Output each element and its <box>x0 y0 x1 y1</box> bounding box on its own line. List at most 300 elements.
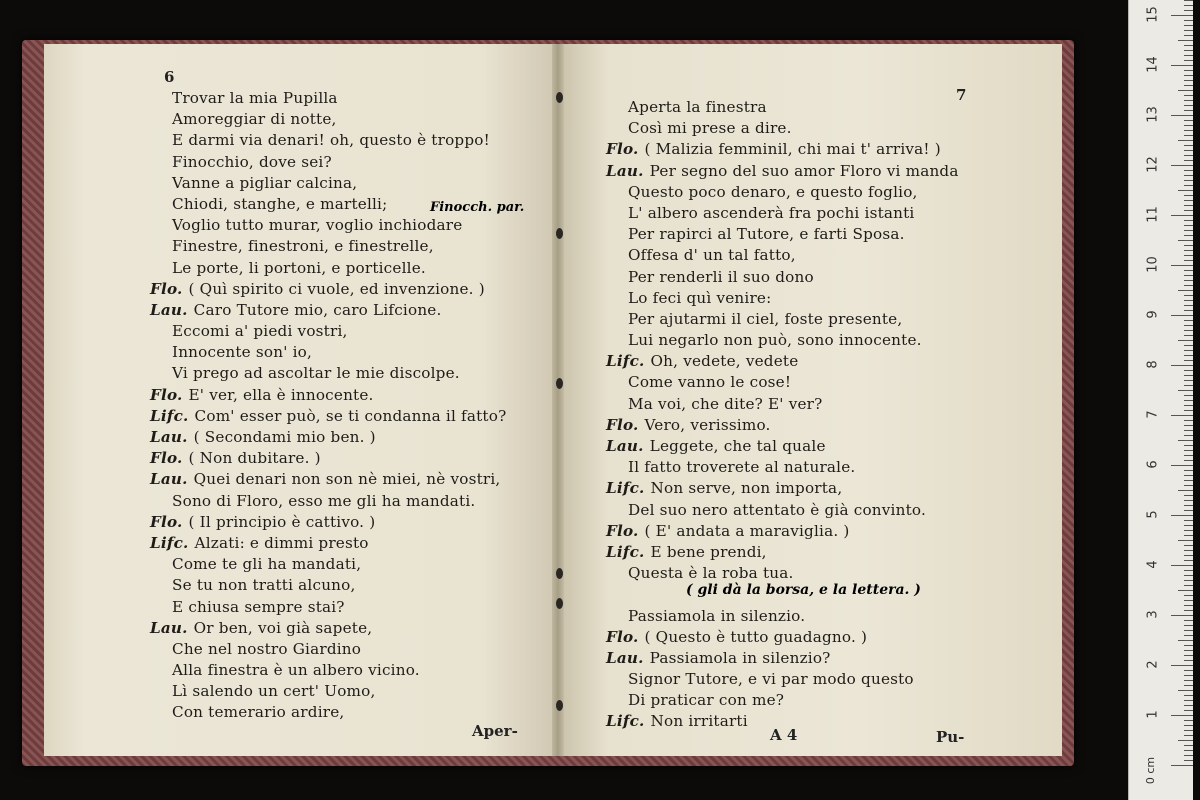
line-text: Come te gli ha mandati, <box>172 555 362 574</box>
ruler-tick <box>1184 310 1193 311</box>
ruler-tick <box>1184 355 1193 356</box>
ruler-tick <box>1184 245 1193 246</box>
ruler-tick <box>1184 510 1193 511</box>
ruler-tick <box>1184 545 1193 546</box>
ruler-tick <box>1184 30 1193 31</box>
line-text: Che nel nostro Giardino <box>172 639 362 658</box>
ruler-tick <box>1184 70 1193 71</box>
line-text: Non serve, non importa, <box>650 479 843 498</box>
text-line <box>606 372 959 393</box>
ruler-tick <box>1184 45 1193 46</box>
ruler-tick <box>1184 25 1193 26</box>
ruler-tick <box>1184 505 1193 506</box>
line-text: Oh, vedete, vedete <box>650 352 799 371</box>
line-text: Lì salendo un cert' Uomo, <box>172 682 376 701</box>
ruler-tick <box>1184 635 1193 636</box>
line-text: Vi prego ad ascoltar le mie discolpe. <box>172 364 460 383</box>
ruler-tick <box>1178 340 1193 341</box>
ruler-number: 15 <box>1145 6 1161 23</box>
text-line <box>150 512 506 533</box>
binding-stitch <box>556 228 563 239</box>
ruler-tick <box>1184 660 1193 661</box>
ruler-tick <box>1184 570 1193 571</box>
ruler-tick <box>1184 430 1193 431</box>
line-text: Non irritarti <box>650 712 748 731</box>
ruler-tick <box>1184 585 1193 586</box>
line-text: Questa è la roba tua. <box>628 564 794 583</box>
ruler-tick <box>1184 445 1193 446</box>
text-line <box>606 267 959 288</box>
ruler-tick <box>1184 50 1193 51</box>
text-line <box>606 500 959 521</box>
ruler-tick <box>1184 285 1193 286</box>
text-line <box>606 457 959 478</box>
line-text: Con temerario ardire, <box>172 703 345 722</box>
text-line <box>606 203 959 224</box>
line-text: Di praticar con me? <box>628 691 785 710</box>
ruler-tick <box>1184 595 1193 596</box>
ruler-tick <box>1184 485 1193 486</box>
left-catchword: Aper- <box>472 722 518 740</box>
ruler-number: 1 <box>1145 710 1161 719</box>
line-text: Innocente son' io, <box>172 343 313 362</box>
ruler-tick <box>1184 335 1193 336</box>
line-text: E' ver, ella è innocente. <box>188 385 374 404</box>
book-gutter <box>552 44 564 756</box>
text-line <box>150 660 506 681</box>
right-catchword: Pu- <box>936 728 965 746</box>
ruler-tick <box>1178 140 1193 141</box>
ruler-tick <box>1184 760 1193 761</box>
speaker-label: Lifc. <box>606 712 645 731</box>
text-line <box>606 542 959 563</box>
speaker-label: Lau. <box>150 618 188 637</box>
ruler-tick <box>1184 270 1193 271</box>
ruler-tick <box>1171 415 1193 416</box>
text-line <box>606 648 959 669</box>
ruler-unit-label: 0 cm <box>1144 756 1158 785</box>
line-text: Caro Tutore mio, caro Lifcione. <box>193 300 442 319</box>
ruler-tick <box>1171 265 1193 266</box>
ruler-tick <box>1184 100 1193 101</box>
line-text: Com' esser può, se ti condanna il fatto? <box>194 406 507 425</box>
line-text: Per rapirci al Tutore, e farti Sposa. <box>628 225 905 244</box>
ruler-tick <box>1184 725 1193 726</box>
ruler-tick <box>1184 480 1193 481</box>
ruler-tick <box>1184 150 1193 151</box>
speaker-label: Lau. <box>606 161 644 180</box>
ruler-tick <box>1178 640 1193 641</box>
ruler-tick <box>1184 10 1193 11</box>
ruler-tick <box>1178 690 1193 691</box>
ruler-tick <box>1171 315 1193 316</box>
text-line <box>606 415 959 436</box>
ruler-tick <box>1184 675 1193 676</box>
text-line <box>150 342 506 363</box>
speaker-label: Flo. <box>606 521 639 540</box>
ruler-tick <box>1184 650 1193 651</box>
binding-stitch <box>556 378 563 389</box>
ruler-tick <box>1184 420 1193 421</box>
text-line <box>150 321 506 342</box>
speaker-label: Lau. <box>150 470 188 489</box>
ruler-tick <box>1184 305 1193 306</box>
ruler-tick <box>1171 765 1193 766</box>
line-text: Questo poco denaro, e questo foglio, <box>628 182 918 201</box>
text-line <box>606 245 959 266</box>
ruler-tick <box>1184 380 1193 381</box>
ruler-tick <box>1184 60 1193 61</box>
ruler-number: 3 <box>1145 610 1161 619</box>
speaker-label: Flo. <box>606 627 639 646</box>
text-line <box>606 669 959 690</box>
line-text: Ma voi, che dite? E' ver? <box>628 394 823 413</box>
ruler-tick <box>1184 80 1193 81</box>
text-line <box>606 351 959 372</box>
text-line <box>150 88 506 109</box>
ruler-tick <box>1171 465 1193 466</box>
ruler-tick <box>1184 320 1193 321</box>
text-line <box>606 139 959 160</box>
ruler-tick <box>1184 175 1193 176</box>
left-page-text <box>150 88 506 724</box>
text-line <box>606 606 959 627</box>
ruler-tick <box>1184 730 1193 731</box>
ruler-tick <box>1184 685 1193 686</box>
speaker-label: Flo. <box>150 449 183 468</box>
ruler-tick <box>1184 220 1193 221</box>
speaker-label: Flo. <box>150 385 183 404</box>
ruler-tick <box>1171 65 1193 66</box>
ruler-tick <box>1184 230 1193 231</box>
text-line <box>150 279 506 300</box>
ruler-tick <box>1184 470 1193 471</box>
line-text: Come vanno le cose! <box>628 373 792 392</box>
text-line <box>606 224 959 245</box>
text-line <box>150 575 506 596</box>
ruler-number: 4 <box>1145 560 1161 569</box>
ruler-tick <box>1184 250 1193 251</box>
ruler-tick <box>1184 180 1193 181</box>
line-text: Alla finestra è un albero vicino. <box>172 661 420 680</box>
ruler-number: 5 <box>1145 510 1161 519</box>
ruler-tick <box>1184 155 1193 156</box>
left-page-number: 6 <box>164 68 175 86</box>
ruler-tick <box>1184 500 1193 501</box>
line-text: Così mi prese a dire. <box>628 119 792 138</box>
ruler-tick <box>1184 610 1193 611</box>
ruler-tick <box>1171 665 1193 666</box>
ruler-tick <box>1184 435 1193 436</box>
ruler-number: 6 <box>1145 460 1161 469</box>
ruler-tick <box>1184 200 1193 201</box>
ruler-tick <box>1184 20 1193 21</box>
ruler-tick <box>1184 695 1193 696</box>
speaker-label: Flo. <box>606 140 639 159</box>
ruler-tick <box>1171 15 1193 16</box>
ruler-tick <box>1184 235 1193 236</box>
ruler-tick <box>1178 590 1193 591</box>
ruler-tick <box>1184 125 1193 126</box>
text-line <box>606 182 959 203</box>
line-text: Chiodi, stanghe, e martelli; <box>172 194 388 213</box>
text-line <box>150 300 506 321</box>
ruler-tick <box>1184 210 1193 211</box>
ruler-number: 14 <box>1145 56 1161 73</box>
text-line <box>150 130 506 151</box>
ruler-tick <box>1184 85 1193 86</box>
ruler-tick <box>1184 625 1193 626</box>
line-text: Trovar la mia Pupilla <box>172 89 338 107</box>
ruler-tick <box>1184 300 1193 301</box>
ruler-tick <box>1184 735 1193 736</box>
ruler-tick <box>1184 0 1193 1</box>
speaker-label: Flo. <box>150 279 183 298</box>
line-text: Signor Tutore, e vi par modo questo <box>628 670 914 689</box>
ruler-tick <box>1184 755 1193 756</box>
line-text: Eccomi a' piedi vostri, <box>172 322 348 341</box>
ruler-tick <box>1178 90 1193 91</box>
ruler-tick <box>1178 190 1193 191</box>
ruler-tick <box>1184 375 1193 376</box>
measurement-ruler <box>1128 0 1193 800</box>
line-text: Vanne a pigliar calcina, <box>172 173 358 192</box>
line-text: Passiamola in silenzio? <box>649 648 831 667</box>
speaker-label: Lifc. <box>606 542 645 561</box>
ruler-number: 7 <box>1145 410 1161 419</box>
right-page-number: 7 <box>956 86 967 104</box>
line-text: L' albero ascenderà fra pochi istanti <box>628 203 915 222</box>
speaker-label: Lau. <box>606 437 644 455</box>
ruler-tick <box>1184 550 1193 551</box>
ruler-tick <box>1184 410 1193 411</box>
text-line <box>606 97 959 118</box>
line-text: Vero, verissimo. <box>644 415 771 434</box>
line-text: E darmi via denari! oh, questo è troppo! <box>172 131 490 150</box>
ruler-tick <box>1184 385 1193 386</box>
ruler-tick <box>1178 540 1193 541</box>
speaker-label: Lifc. <box>606 352 645 371</box>
text-line <box>150 173 506 194</box>
ruler-tick <box>1178 240 1193 241</box>
ruler-tick <box>1184 560 1193 561</box>
line-text: ( E' andata a maraviglia. ) <box>644 521 850 540</box>
ruler-tick <box>1184 75 1193 76</box>
ruler-tick <box>1184 330 1193 331</box>
ruler-tick <box>1171 615 1193 616</box>
ruler-tick <box>1184 555 1193 556</box>
ruler-tick <box>1184 130 1193 131</box>
right-page-text <box>606 97 959 733</box>
ruler-tick <box>1184 275 1193 276</box>
ruler-tick <box>1184 525 1193 526</box>
speaker-label: Lau. <box>606 648 644 667</box>
text-line <box>150 109 506 130</box>
ruler-number: 8 <box>1145 360 1161 369</box>
line-text: ( Quì spirito ci vuole, ed invenzione. ) <box>188 279 485 298</box>
line-text: Per ajutarmi il ciel, foste presente, <box>628 309 903 328</box>
text-line <box>606 627 959 648</box>
ruler-tick <box>1171 115 1193 116</box>
ruler-tick <box>1184 370 1193 371</box>
speaker-label: Flo. <box>606 415 639 434</box>
ruler-tick <box>1184 655 1193 656</box>
text-line <box>150 385 506 406</box>
line-text: ( Questo è tutto guadagno. ) <box>644 627 868 646</box>
text-line <box>606 478 959 499</box>
ruler-tick <box>1184 255 1193 256</box>
ruler-tick <box>1184 620 1193 621</box>
line-text: E chiusa sempre stai? <box>172 597 345 616</box>
ruler-tick <box>1184 395 1193 396</box>
ruler-tick <box>1184 260 1193 261</box>
ruler-tick <box>1178 40 1193 41</box>
line-text: ( Non dubitare. ) <box>188 449 321 468</box>
ruler-number: 9 <box>1145 310 1161 319</box>
ruler-tick <box>1184 605 1193 606</box>
ruler-tick <box>1184 135 1193 136</box>
ruler-tick <box>1184 645 1193 646</box>
line-text: Lo feci quì venire: <box>628 288 772 307</box>
line-text: Per renderli il suo dono <box>628 267 814 286</box>
ruler-tick <box>1184 160 1193 161</box>
ruler-tick <box>1171 365 1193 366</box>
text-line <box>150 554 506 575</box>
ruler-tick <box>1184 35 1193 36</box>
ruler-tick <box>1184 95 1193 96</box>
ruler-tick <box>1171 165 1193 166</box>
text-line <box>150 597 506 618</box>
ruler-tick <box>1184 280 1193 281</box>
text-line <box>606 118 959 139</box>
ruler-tick <box>1171 515 1193 516</box>
line-text: Voglio tutto murar, voglio inchiodare <box>172 216 463 235</box>
ruler-tick <box>1184 670 1193 671</box>
text-line <box>606 309 959 330</box>
line-text: Sono di Floro, esso me gli ha mandati. <box>172 491 476 510</box>
text-line <box>150 618 506 639</box>
speaker-label: Lau. <box>150 300 188 319</box>
text-line <box>606 288 959 309</box>
ruler-tick <box>1184 460 1193 461</box>
ruler-tick <box>1184 745 1193 746</box>
ruler-tick <box>1184 145 1193 146</box>
speaker-label: Lifc. <box>150 533 189 552</box>
text-line <box>606 394 959 415</box>
ruler-tick <box>1178 390 1193 391</box>
ruler-tick <box>1184 225 1193 226</box>
ruler-number: 11 <box>1145 206 1161 223</box>
line-text: Finestre, finestroni, e finestrelle, <box>172 237 434 256</box>
ruler-tick <box>1171 215 1193 216</box>
ruler-number: 2 <box>1145 660 1161 669</box>
binding-stitch <box>556 700 563 711</box>
text-line <box>150 152 506 173</box>
binding-stitch <box>556 598 563 609</box>
ruler-tick <box>1178 440 1193 441</box>
ruler-tick <box>1184 400 1193 401</box>
line-text: Aperta la finestra <box>628 98 767 116</box>
ruler-tick <box>1184 520 1193 521</box>
speaker-label: Flo. <box>150 512 183 531</box>
ruler-tick <box>1171 565 1193 566</box>
line-text: Del suo nero attentato è già convinto. <box>628 500 926 519</box>
ruler-tick <box>1184 295 1193 296</box>
speaker-label: Lau. <box>150 428 188 446</box>
binding-stitch <box>556 568 563 579</box>
ruler-tick <box>1178 490 1193 491</box>
ruler-tick <box>1184 55 1193 56</box>
ruler-tick <box>1184 720 1193 721</box>
text-line <box>606 521 959 542</box>
ruler-tick <box>1178 740 1193 741</box>
line-text: Il fatto troverete al naturale. <box>628 458 856 477</box>
line-text: Per segno del suo amor Floro vi manda <box>649 161 959 180</box>
text-line <box>150 448 506 469</box>
ruler-tick <box>1184 580 1193 581</box>
ruler-tick <box>1184 455 1193 456</box>
line-text: ( Malizia femminil, chi mai t' arriva! ) <box>644 140 941 159</box>
ruler-tick <box>1178 290 1193 291</box>
line-text: Lui negarlo non può, sono innocente. <box>628 331 922 350</box>
text-line <box>150 215 506 236</box>
ruler-tick <box>1184 195 1193 196</box>
speaker-label: Lifc. <box>606 479 645 498</box>
ruler-tick <box>1184 530 1193 531</box>
ruler-tick <box>1184 710 1193 711</box>
line-text: Amoreggiar di notte, <box>172 110 337 129</box>
binding-stitch <box>556 92 563 103</box>
ruler-tick <box>1184 750 1193 751</box>
text-line <box>150 681 506 702</box>
ruler-tick <box>1184 535 1193 536</box>
signature-mark: A 4 <box>770 726 798 744</box>
text-line <box>606 330 959 351</box>
ruler-tick <box>1184 630 1193 631</box>
speaker-label: Lifc. <box>150 406 189 425</box>
stage-direction-left: Finocch. par. <box>430 200 525 215</box>
ruler-tick <box>1184 350 1193 351</box>
line-text: Passiamola in silenzio. <box>628 606 806 625</box>
ruler-tick <box>1184 425 1193 426</box>
line-text: Le porte, li portoni, e porticelle. <box>172 258 426 277</box>
text-line <box>606 690 959 711</box>
text-line <box>150 491 506 512</box>
ruler-number: 12 <box>1145 156 1161 173</box>
line-text: Finocchio, dove sei? <box>172 152 332 171</box>
text-line <box>150 639 506 660</box>
stage-direction-right: ( gli dà la borsa, e la lettera. ) <box>686 582 921 598</box>
ruler-number: 13 <box>1145 106 1161 123</box>
line-text: E bene prendi, <box>650 542 767 561</box>
text-line <box>150 427 506 448</box>
ruler-tick <box>1184 705 1193 706</box>
line-text: Quei denari non son nè miei, nè vostri, <box>193 470 501 489</box>
line-text: ( Secondami mio ben. ) <box>193 428 376 446</box>
ruler-tick <box>1171 715 1193 716</box>
ruler-tick <box>1184 185 1193 186</box>
text-line <box>150 469 506 490</box>
text-line <box>150 236 506 257</box>
text-line <box>606 436 959 457</box>
ruler-number: 10 <box>1145 256 1161 273</box>
text-line <box>150 406 506 427</box>
line-text: Alzati: e dimmi presto <box>194 533 369 552</box>
ruler-tick <box>1184 475 1193 476</box>
ruler-tick <box>1184 105 1193 106</box>
line-text: ( Il principio è cattivo. ) <box>188 512 376 531</box>
text-line <box>150 258 506 279</box>
